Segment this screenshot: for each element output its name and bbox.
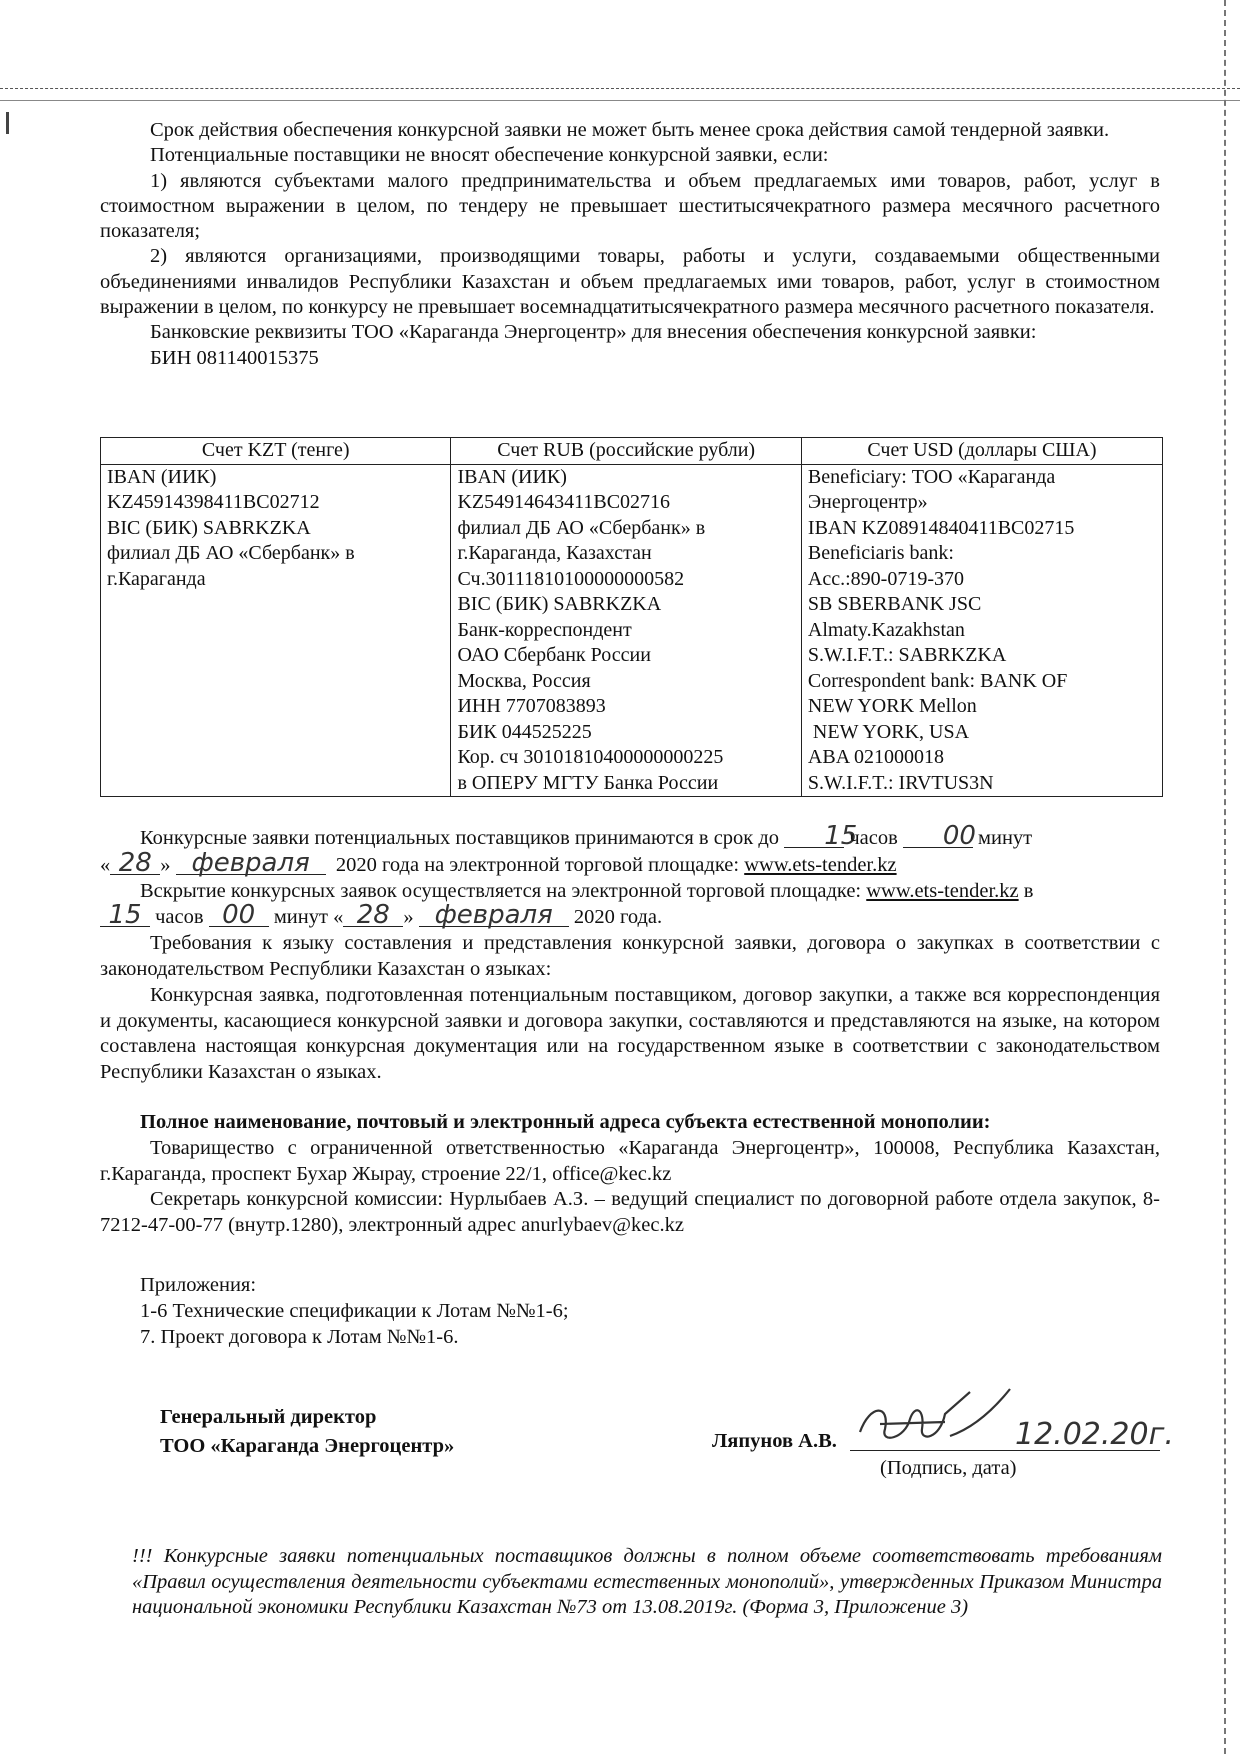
cell-line: NEW YORK Mellon [807, 695, 977, 717]
signatory-title [160, 1403, 454, 1461]
handwritten-hour: 15 [784, 825, 844, 848]
signatory-position: Генеральный директор [160, 1406, 377, 1428]
bin-number: БИН 081140015375 [150, 346, 319, 369]
cell-line: Correspondent bank: BANK OF [807, 669, 1068, 692]
exemption-paragraph: Потенциальные поставщики не вносят обеспечение конкурсной заявки, если: [150, 144, 829, 167]
scan-mark [6, 112, 9, 134]
cell-line: IBAN (ИИК) [457, 465, 567, 488]
opening-line [100, 879, 1160, 905]
cell-line: Москва, Россия [457, 669, 591, 692]
handwritten-month: февраля [176, 852, 326, 875]
acceptance-text: Конкурсные заявки потенциальных поставщиков принимаются в срок до [140, 827, 780, 849]
bank-details-table [100, 437, 1163, 797]
language-paragraph: Конкурсная заявка, подготовленная потенциальным поставщиком, договор закупки, а также вся корреспонденция и документы, касающиеся конкурсной заявки и договора закупки, составляются и представляются на языке, на котором составлена настоящая конкурсная документация или на государственном языке в соответствии с законодательством Республики Казахстан о языках. [100, 983, 1160, 1084]
cell-line: IBAN KZ08914840411BC02715 [807, 516, 1075, 539]
commission-secretary: Секретарь конкурсной комиссии: Нурлыбаев А.З. – ведущий специалист по договорной работе отдела закупок, 8-7212-47-00-77 (внутр.1280), электронный адрес anurlybaev@kec.kz [100, 1188, 1160, 1237]
language-requirements: Требования к языку составления и представления конкурсной заявки, договора о закупках в соответствии с законодательством Республики Казахстан о языках: [100, 932, 1160, 980]
ets-tender-link[interactable]: www.ets-tender.kz [744, 853, 897, 876]
cell-line: Энергоцентр» [807, 491, 928, 513]
handwritten-day: 28 [110, 852, 160, 875]
cell-line: SB SBERBANK JSC [807, 593, 982, 615]
table-header-usd: Счет USD (доллары США) [801, 438, 1162, 465]
acceptance-date-line: « 28 » февраля 2020 года на электронной торговой площадке: www.ets-tender.kz [100, 847, 897, 878]
handwritten-hour: 15 [100, 904, 150, 927]
cell-line: Beneficiaris bank: [807, 542, 954, 564]
cell-line: ОАО Сбербанк России [457, 644, 651, 666]
handwritten-date: 12.02.20г. [1015, 1417, 1174, 1452]
cell-line: Банк-корреспондент [457, 618, 632, 641]
scan-artifact-line [0, 88, 1240, 89]
company-address: Товарищество с ограниченной ответственностью «Караганда Энергоцентр», 100008, Республика Казахстан, г.Караганда, проспект Бухар Жырау, строение 22/1, office@kec.kz [100, 1136, 1160, 1185]
acceptance-suffix: 2020 года на электронной торговой площадке: [335, 853, 740, 876]
table-header-rub: Счет RUB (российские рубли) [451, 438, 801, 465]
signer-name: Ляпунов А.В. [712, 1430, 837, 1452]
handwritten-month: февраля [419, 904, 569, 927]
scan-artifact-line [0, 100, 1240, 101]
minutes-label: минут [273, 906, 328, 929]
rub-account-cell [451, 464, 801, 797]
ets-tender-link[interactable]: www.ets-tender.kz [866, 879, 1019, 902]
scan-edge-line [1224, 0, 1226, 1754]
cell-line: г.Караганда, Казахстан [457, 542, 652, 564]
attachment-item: 7. Проект договора к Лотам №№1-6. [140, 1325, 459, 1348]
handwritten-day: 28 [343, 904, 403, 927]
cell-line: IBAN (ИИК) [107, 465, 217, 488]
cell-line: BIC (БИК) SABRKZKA [457, 593, 662, 615]
signature-line [850, 1450, 1160, 1451]
monopoly-heading: Полное наименование, почтовый и электронный адреса субъекта естественной монополии: [140, 1110, 991, 1133]
hours-label: часов [849, 827, 898, 849]
cell-line: филиал ДБ АО «Сбербанк» в [107, 542, 355, 564]
opening-year: 2020 года. [573, 906, 663, 929]
usd-account-cell [801, 464, 1162, 797]
attachments-title: Приложения: [140, 1273, 257, 1296]
cell-line: Beneficiary: ТОО «Караганда [807, 465, 1056, 488]
cell-line: ABA 021000018 [807, 746, 945, 768]
minutes-label: минут [978, 827, 1033, 849]
handwritten-signature [850, 1384, 1020, 1454]
cell-line: в ОПЕРУ МГТУ Банка России [457, 771, 719, 794]
cell-line: Almaty.Kazakhstan [807, 618, 965, 641]
cell-line: г.Караганда [107, 567, 206, 590]
intro-section [100, 118, 1160, 371]
kzt-account-cell [101, 464, 451, 797]
cell-line: Сч.30111810100000000582 [457, 567, 685, 590]
attachment-item: 1-6 Технические спецификации к Лотам №№1-6; [140, 1299, 569, 1322]
bank-details-intro: Банковские реквизиты ТОО «Караганда Энергоцентр» для внесения обеспечения конкурсной заявки: [150, 321, 1037, 344]
table-header-kzt: Счет KZT (тенге) [101, 438, 451, 465]
cell-line: ИНН 7707083893 [457, 695, 606, 717]
exemption-item-2: 2) являются организациями, производящими товары, работы и услуги, создаваемыми общественными объединениями инвалидов Республики Казахстан и объем предлагаемых ими товаров, работ, услуг в стоимостном выражении в целом, по конкурсу не превышает восемнадцатитысячекратного размера месячного расчетного показателя. [100, 245, 1160, 319]
cell-line: BIC (БИК) SABRKZKA [107, 516, 311, 539]
cell-line: Acc.:890-0719-370 [807, 567, 964, 590]
cell-line: KZ45914398411BC02712 [107, 491, 320, 513]
cell-line: филиал ДБ АО «Сбербанк» в [457, 516, 706, 539]
handwritten-minute: 00 [903, 825, 973, 848]
cell-line: NEW YORK, USA [807, 720, 970, 743]
opening-text: Вскрытие конкурсных заявок осуществляется на электронной торговой площадке: [140, 879, 862, 902]
signatory-company: ТОО «Караганда Энергоцентр» [160, 1435, 455, 1457]
opening-date-line: 15 часов 00 минут « 28 » февраля 2020 года. [100, 904, 1160, 931]
cell-line: S.W.I.F.T.: SABRKZKA [807, 644, 1007, 666]
cell-line: S.W.I.F.T.: IRVTUS3N [807, 771, 994, 794]
cell-line: KZ54914643411BC02716 [457, 491, 671, 513]
signature-caption: (Подпись, дата) [880, 1457, 1017, 1479]
opening-suffix: в [1023, 879, 1034, 902]
deadline-section [100, 821, 1160, 1350]
cell-line: Кор. сч 30101810400000000225 [457, 746, 724, 768]
handwritten-minute: 00 [209, 904, 269, 927]
hours-label: часов [155, 906, 204, 929]
security-validity-paragraph: Срок действия обеспечения конкурсной заявки не может быть менее срока действия самой тендерной заявки. [150, 119, 1110, 141]
exemption-item-1: 1) являются субъектами малого предпринимательства и объем предлагаемых ими товаров, работ, услуг в стоимостном выражении в целом, по тендеру не превышает шеститысячекратного размера месячного расчетного показателя; [100, 169, 1160, 243]
footnote: !!! Конкурсные заявки потенциальных поставщиков должны в полном объеме соответствовать требованиям «Правил осуществления деятельности субъектами естественных монополий», утвержденных Приказом Министра национальной экономики Республики Казахстан №73 от 13.08.2019г. (Форма 3, Приложение 3) [132, 1545, 1162, 1618]
cell-line: БИК 044525225 [457, 720, 592, 743]
